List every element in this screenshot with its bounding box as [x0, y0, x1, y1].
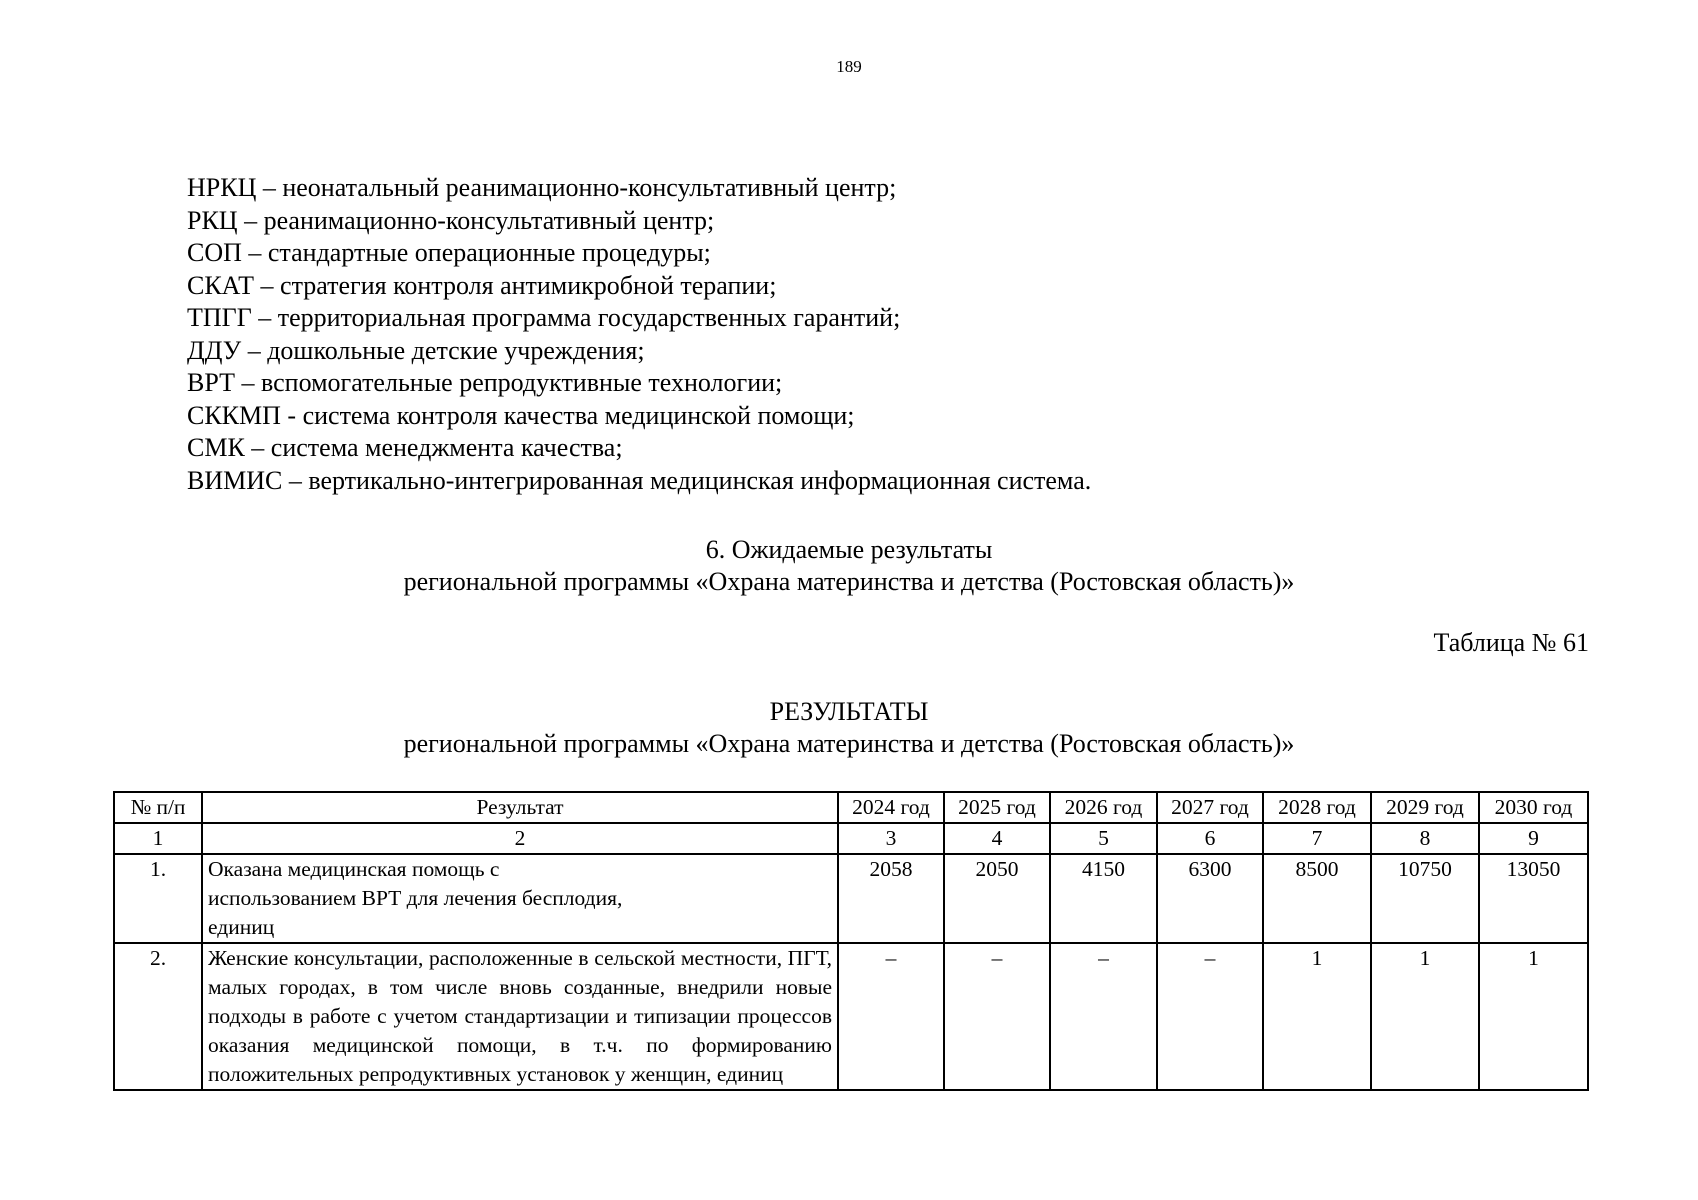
index-cell: 5: [1050, 823, 1157, 854]
row-value-cell: 6300: [1157, 854, 1263, 943]
abbreviation-item: СОП – стандартные операционные процедуры;: [187, 238, 711, 267]
row-value-cell: 1: [1263, 943, 1371, 1090]
table-row: [114, 943, 1588, 1090]
table-number: Таблица № 61: [1433, 628, 1589, 657]
section-heading-subtitle: региональной программы «Охрана материнства и детства (Ростовская область)»: [403, 567, 1295, 596]
row-value-cell: –: [1157, 943, 1263, 1090]
header-cell-year: 2029 год: [1371, 792, 1479, 823]
abbreviation-item: СККМП - система контроля качества медицинской помощи;: [187, 400, 855, 430]
header-cell-year: 2025 год: [944, 792, 1050, 823]
abbreviation-item: СКАТ – стратегия контроля антимикробной терапии;: [187, 270, 777, 300]
table-header-row: [114, 792, 1588, 823]
abbreviation-item: ТПГГ – территориальная программа государственных гарантий;: [187, 303, 901, 332]
index-cell: 1: [114, 823, 202, 854]
row-result-cell: [202, 854, 838, 943]
index-cell: 9: [1479, 823, 1588, 854]
abbreviation-item: РКЦ – реанимационно-консультативный центр;: [187, 205, 715, 235]
page-number: 189: [836, 57, 862, 76]
row-value-cell: 2050: [944, 854, 1050, 943]
row-number-cell: 2.: [114, 943, 202, 1090]
table-row: [114, 854, 1588, 943]
header-cell-number: № п/п: [114, 792, 202, 823]
row-value-cell: 2058: [838, 854, 944, 943]
row-value-cell: 10750: [1371, 854, 1479, 943]
results-table: [113, 791, 1589, 1091]
abbreviation-item: НРКЦ – неонатальный реанимационно-консультативный центр;: [187, 173, 897, 202]
row-value-cell: 8500: [1263, 854, 1371, 943]
row-value-cell: –: [944, 943, 1050, 1090]
row-value-cell: 1: [1479, 943, 1588, 1090]
row-value-cell: 4150: [1050, 854, 1157, 943]
row-value-cell: –: [838, 943, 944, 1090]
index-cell: 3: [838, 823, 944, 854]
row-value-cell: 13050: [1479, 854, 1588, 943]
index-cell: 7: [1263, 823, 1371, 854]
table-index-row: [114, 823, 1588, 854]
row-value-cell: –: [1050, 943, 1157, 1090]
row-value-cell: 1: [1371, 943, 1479, 1090]
abbreviation-item: ВИМИС – вертикально-интегрированная медицинская информационная система.: [187, 465, 1092, 495]
abbreviation-item: СМК – система менеджмента качества;: [187, 433, 623, 462]
header-cell-result: Результат: [202, 792, 838, 823]
row-number-cell: 1.: [114, 854, 202, 943]
header-cell-year: 2024 год: [838, 792, 944, 823]
header-cell-year: 2026 год: [1050, 792, 1157, 823]
abbreviations-list: [187, 172, 1091, 497]
section-heading: [0, 534, 1698, 598]
row-result-cell: Женские консультации, расположенные в сельской местности, ПГТ, малых городах, в том числе вновь созданные, внедрили новые подходы в работе с учетом стандартизации и типизации процессов оказания медицинской помощи, в т.ч. по формированию положительных репродуктивных установок у женщин, единиц: [202, 943, 838, 1090]
row-result-text: Оказана медицинская помощь с использованием ВРТ для лечения бесплодия, единиц: [208, 857, 623, 939]
section-heading-title: 6. Ожидаемые результаты: [705, 535, 993, 564]
index-cell: 6: [1157, 823, 1263, 854]
index-cell: 4: [944, 823, 1050, 854]
abbreviation-item: ВРТ – вспомогательные репродуктивные технологии;: [187, 368, 783, 397]
abbreviation-item: ДДУ – дошкольные детские учреждения;: [187, 335, 645, 365]
header-cell-year: 2027 год: [1157, 792, 1263, 823]
header-cell-year: 2030 год: [1479, 792, 1588, 823]
table-title-heading: РЕЗУЛЬТАТЫ: [769, 697, 929, 726]
index-cell: 2: [202, 823, 838, 854]
table-title-subtitle: региональной программы «Охрана материнства и детства (Ростовская область)»: [403, 729, 1295, 758]
table-title: [0, 696, 1698, 760]
index-cell: 8: [1371, 823, 1479, 854]
header-cell-year: 2028 год: [1263, 792, 1371, 823]
